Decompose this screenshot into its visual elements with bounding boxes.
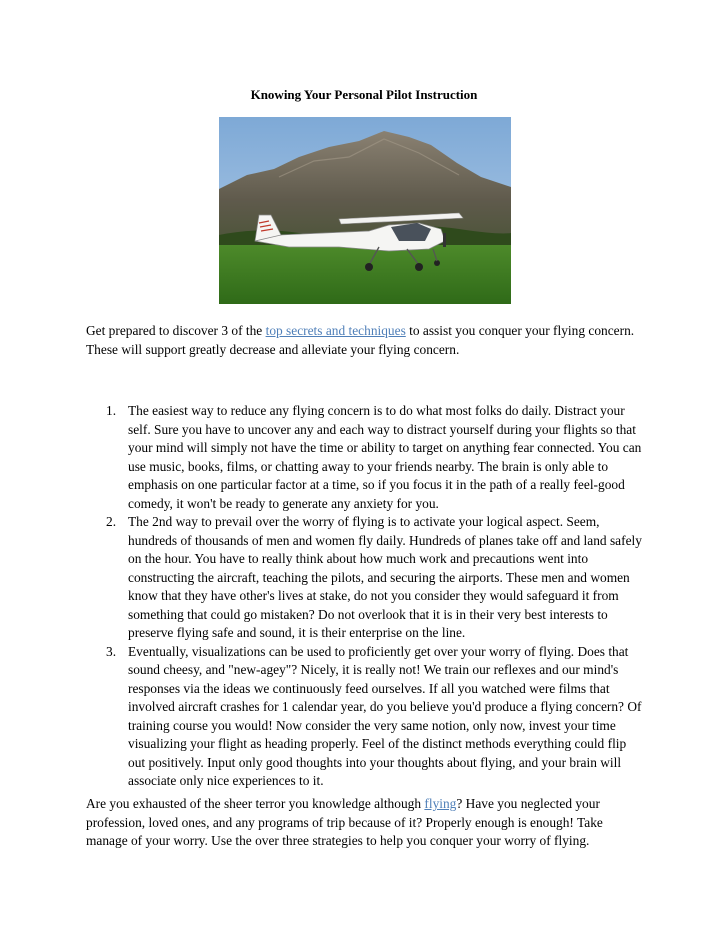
- airplane-photo: [219, 117, 511, 304]
- intro-text-end: to assist you conquer your flying concern. These will support greatly decrease and alleviate your flying concern.: [86, 323, 635, 357]
- grass-field: [219, 245, 511, 304]
- top-secrets-link[interactable]: top secrets and techniques: [265, 323, 406, 338]
- list-item: The 2nd way to prevail over the worry of flying is to activate your logical aspect. Seem, hundreds of thousands of men and women fly daily. Hundreds of planes take off and land safely on the hour. You have to really think about how much work and precautions went into constructing the aircraft, teaching the pilots, and securing the airports. These men and women know that they have other's lives at stake, do not you consider they would safeguard it from something that could go mistaken? Do not overlook that it is in their very best interests to preserve flying safe and sound, it is their enterprise on the line.: [128, 514, 642, 640]
- steps-list: [86, 402, 646, 791]
- closing-paragraph: [86, 795, 646, 851]
- page-title: Knowing Your Personal Pilot Instruction: [250, 87, 478, 102]
- flying-link[interactable]: flying: [424, 796, 457, 811]
- intro-text-start: Get prepared to discover 3 of the: [86, 323, 266, 338]
- intro-paragraph: [86, 322, 646, 359]
- closing-text-end: ? Have you neglected your profession, loved ones, and any programs of trip because of it? Properly enough is enough! Take manage of your worry. Use the over three strategies to help you conquer your worry of flying.: [86, 796, 603, 848]
- list-item: The easiest way to reduce any flying concern is to do what most folks do daily. Distract your self. Sure you have to uncover any and each way to distract yourself during your flights so that your mind will simply not have the time or ability to target on anything fear connected. You can use music, books, films, or chatting away to your friends nearby. The brain is only able to emphasis on one particular factor at a time, so if you focus it in the path of a really feel-good comedy, it won't be ready to generate any anxiety for you.: [128, 403, 642, 511]
- list-item: Eventually, visualizations can be used to proficiently get over your worry of flying. Does that sound cheesy, and "new-agey"? Nicely, it is really not! We train our reflexes and our mind's responses via the ideas we continuously feed ourselves. If all you watched were films that involved aircraft crashes for 1 calendar year, do you believe you'd produce a flying concern? Of training course you would! Now consider the very same notion, only now, invest your time visualizing your flight as heading properly. Feel of the distinct methods everything could flip out positively. Input only good thoughts into your thoughts about flying, and your brain will associate only nice experiences to it.: [128, 643, 642, 788]
- closing-text-start: Are you exhausted of the sheer terror you knowledge although: [86, 796, 425, 811]
